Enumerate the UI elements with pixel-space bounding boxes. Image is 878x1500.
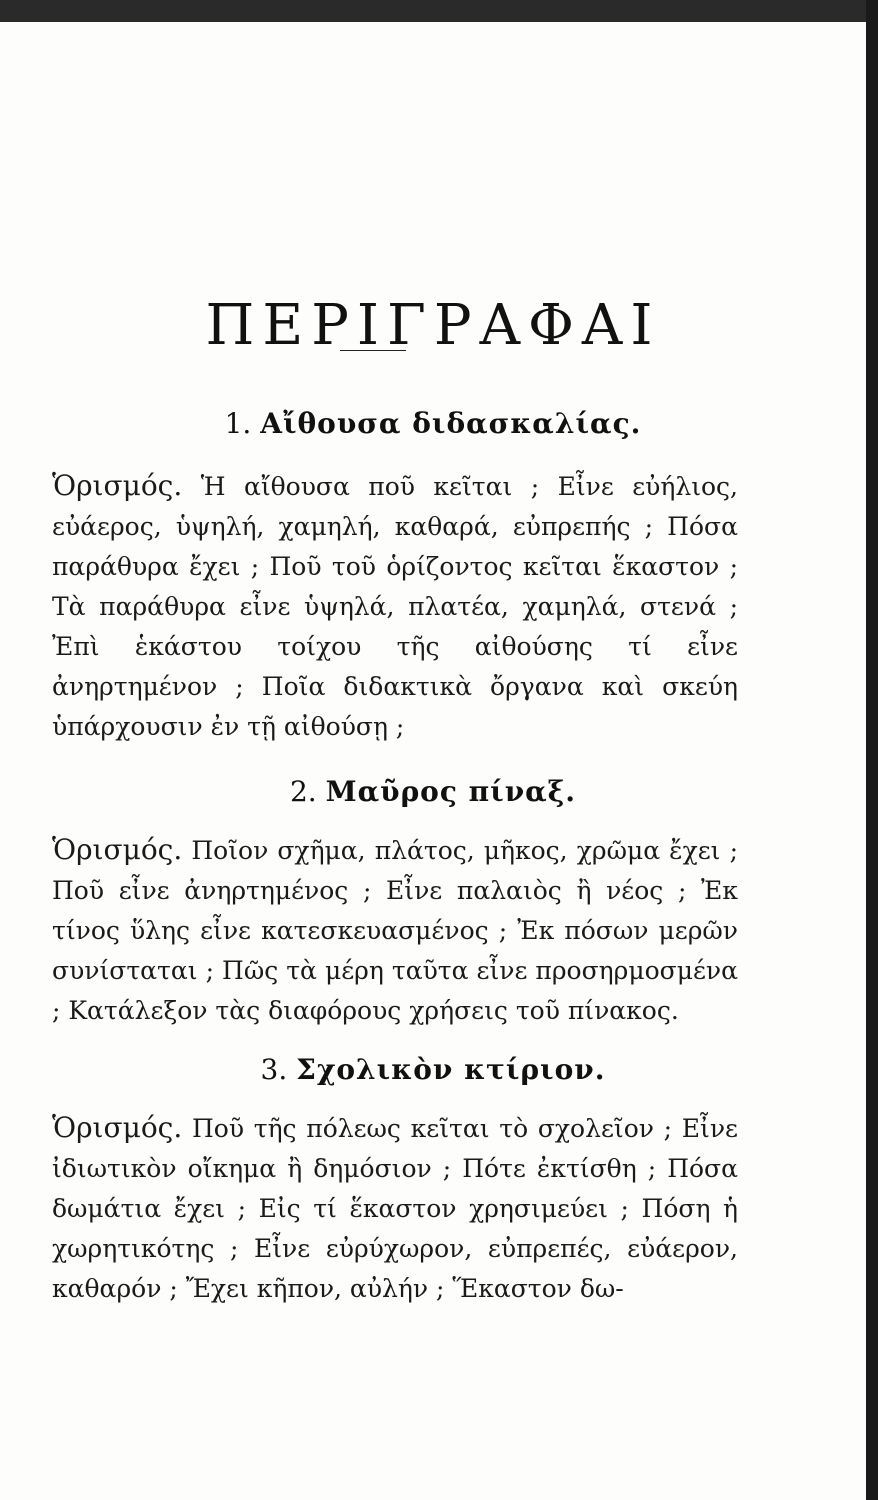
paragraph-lead: Ὁρισμός.	[52, 833, 183, 866]
section-number: 3.	[260, 1053, 288, 1086]
section-paragraph-2	[52, 830, 738, 1031]
section-heading-2	[0, 775, 866, 808]
paragraph-body: Ποῦ τῆς πόλεως κεῖται τὸ σχολεῖον ; Εἶνε ἰδιωτικὸν οἴκημα ἢ δημόσιον ; Πότε ἐκτίσθη ; Πόσα δωμάτια ἔχει ; Εἰς τί ἕκαστον χρησιμεύει ; Πόση ἡ χωρητικότης ; Εἶνε εὐρύχωρον, εὐπρεπές, εὐάερον, καθαρόν ; Ἔχει κῆπον, αὐλήν ; Ἕκαστον δω-	[52, 1114, 738, 1303]
section-number: 2.	[289, 775, 317, 808]
section-paragraph-3	[52, 1108, 738, 1309]
section-title: Αἴθουσα διδασκαλίας.	[260, 407, 642, 440]
paragraph-body: Ποῖον σχῆμα, πλάτος, μῆκος, χρῶμα ἔχει ; Ποῦ εἶνε ἀνηρτημένος ; Εἶνε παλαιὸς ἢ νέος ; Ἐκ τίνος ὕλης εἶνε κατεσκευασμένος ; Ἐκ πόσων μερῶν συνίσταται ; Πῶς τὰ μέρη ταῦτα εἶνε προσηρμοσμένα ; Κατάλεξον τὰς διαφόρους χρήσεις τοῦ πίνακος.	[52, 836, 738, 1025]
page-edge-shadow	[866, 0, 878, 1500]
title-divider	[340, 350, 406, 351]
paragraph-body: Ἡ αἴθουσα ποῦ κεῖται ; Εἶνε εὐήλιος, εὐάερος, ὑψηλή, χαμηλή, καθαρά, εὐπρεπής ; Πόσα παράθυρα ἔχει ; Ποῦ τοῦ ὁρίζοντος κεῖται ἕκαστον ; Τὰ παράθυρα εἶνε ὑψηλά, πλατέα, χαμηλά, στενά ; Ἐπὶ ἑκάστου τοίχου τῆς αἰθούσης τί εἶνε ἀνηρτημένον ; Ποῖα διδακτικὰ ὄργανα καὶ σκεύη ὑπάρχουσιν ἐν τῇ αἰθούσῃ ;	[52, 472, 738, 741]
paragraph-lead: Ὁρισμός.	[52, 1111, 183, 1144]
paragraph-lead: Ὁρισμός.	[52, 469, 183, 502]
section-number: 1.	[224, 407, 252, 440]
section-title: Μαῦρος πίναξ.	[325, 775, 577, 808]
page-title: ΠΕΡΙΓΡΑΦΑΙ	[205, 292, 661, 358]
section-title: Σχολικὸν κτίριον.	[296, 1053, 606, 1086]
section-paragraph-1	[52, 466, 738, 747]
section-heading-3	[0, 1053, 866, 1086]
section-heading-1	[0, 407, 866, 440]
